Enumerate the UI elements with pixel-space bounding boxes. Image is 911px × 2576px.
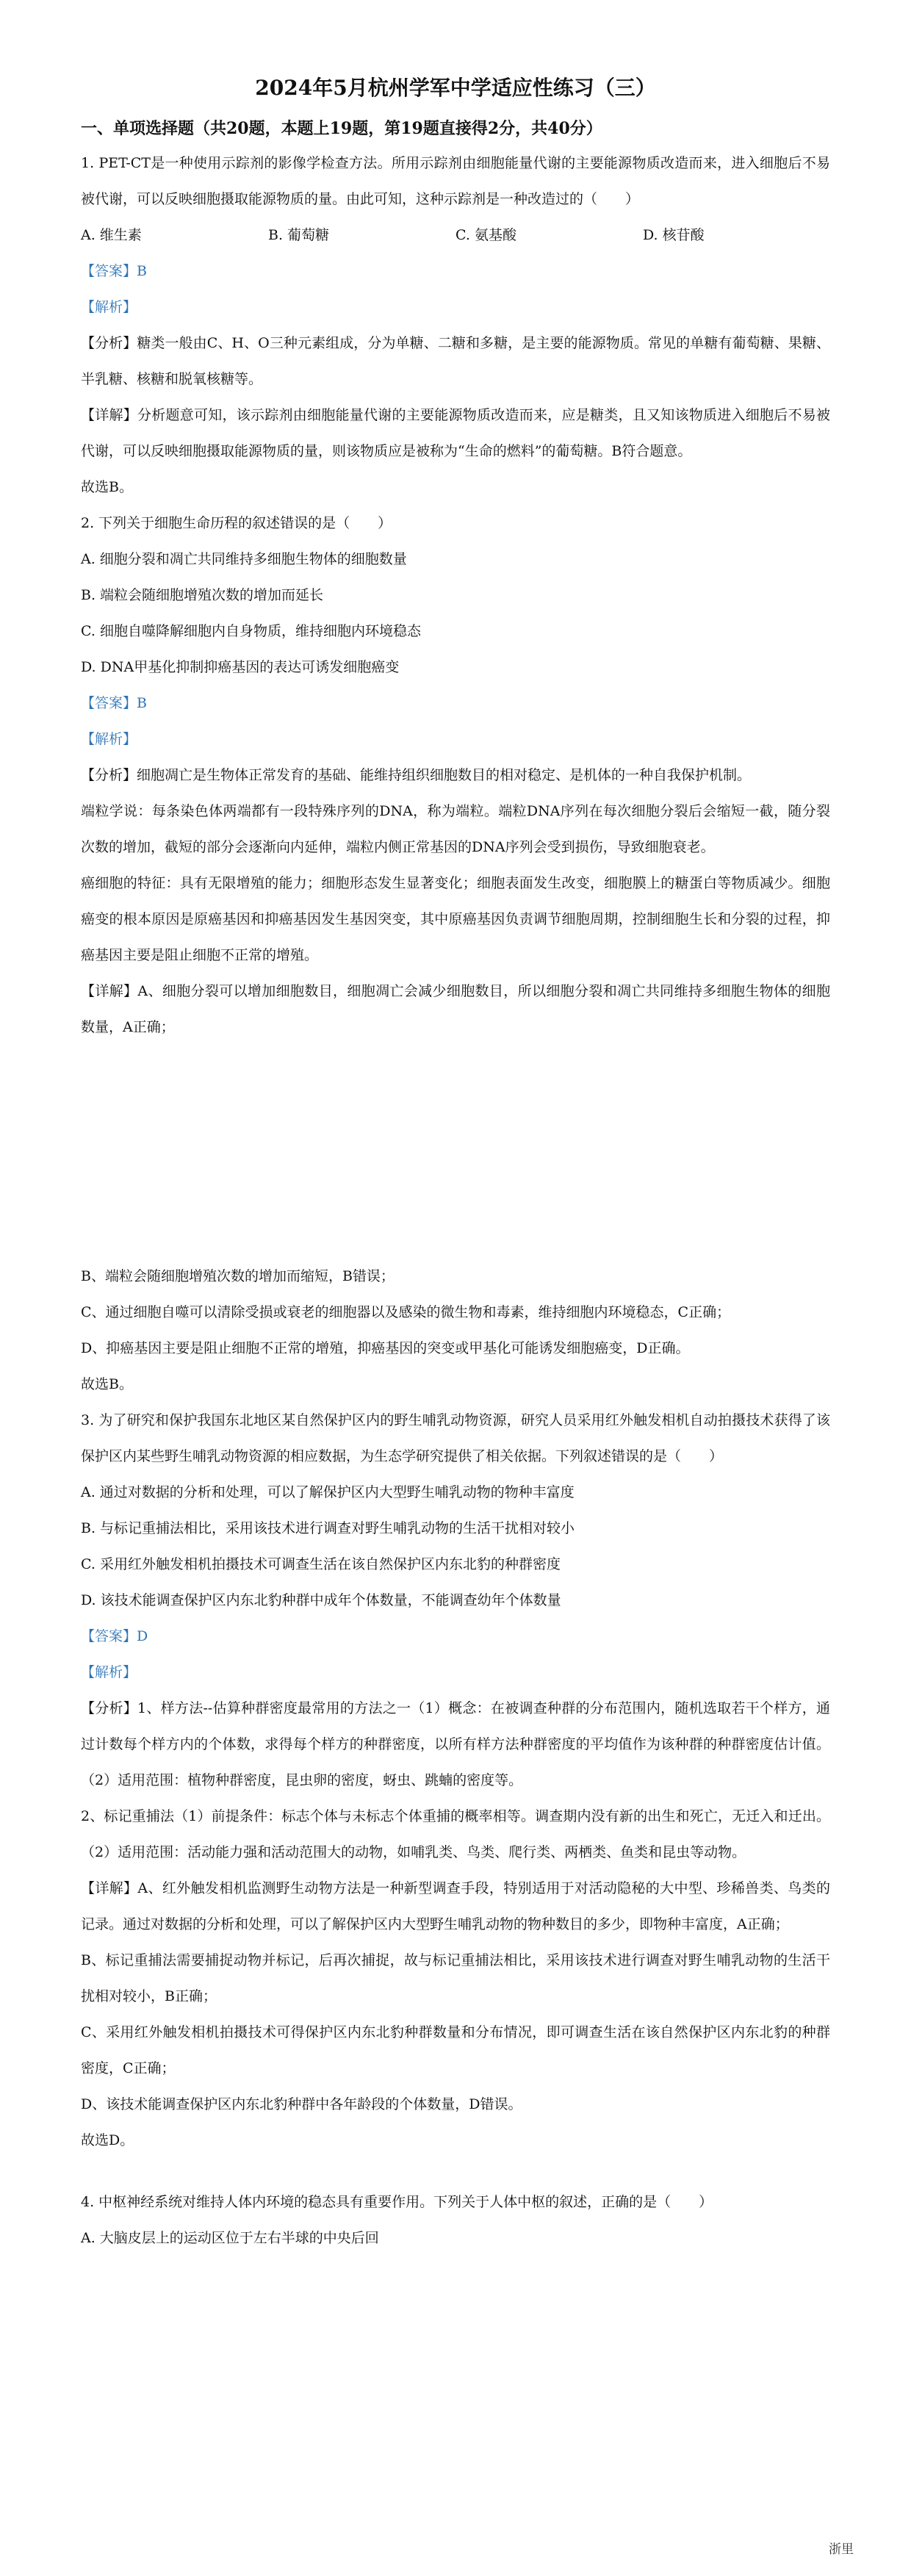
q4-stem: 4. 中枢神经系统对维持人体内环境的稳态具有重要作用。下列关于人体中枢的叙述，正确的是（ ）	[81, 2194, 713, 2210]
q3-conclusion: 故选D。	[81, 2132, 134, 2148]
q3-detail-d: D、该技术能调查保护区内东北豹种群中各年龄段的个体数量，D错误。	[81, 2096, 522, 2112]
document-content	[81, 72, 830, 2256]
q2-detail-c: C、通过细胞自噬可以清除受损或衰老的细胞器以及感染的微生物和毒素，维持细胞内环境稳态，C正确；	[81, 1304, 731, 1320]
q1-conclusion: 故选B。	[81, 479, 133, 495]
q3-option-c: C. 采用红外触发相机拍摄技术可调查生活在该自然保护区内东北豹的种群密度	[81, 1556, 561, 1572]
page-title: 2024年5月杭州学军中学适应性练习（三）	[255, 76, 656, 100]
q3-detail-b: B、标记重捕法需要捕捉动物并标记，后再次捕捉，故与标记重捕法相比，采用该技术进行调查对野生哺乳动物的生活干扰相对较小，B正确；	[81, 1952, 830, 2004]
q1-option-b: B. 葡萄糖	[268, 227, 330, 243]
q3-option-d: D. 该技术能调查保护区内东北豹种群中成年个体数量，不能调查幼年个体数量	[81, 1592, 561, 1608]
q2-stem: 2. 下列关于细胞生命历程的叙述错误的是（ ）	[81, 515, 392, 531]
q3-detail-c: C、采用红外触发相机拍摄技术可得保护区内东北豹种群数量和分布情况，即可调查生活在该自然保护区内东北豹的种群密度，C正确；	[81, 2024, 830, 2076]
page-footer: 浙里	[829, 2542, 854, 2557]
q1-options	[81, 217, 830, 253]
q2-detail-d: D、抑癌基因主要是阻止细胞不正常的增殖，抑癌基因的突变或甲基化可能诱发细胞癌变，D正确。	[81, 1340, 690, 1356]
q3-option-b: B. 与标记重捕法相比，采用该技术进行调查对野生哺乳动物的生活干扰相对较小	[81, 1520, 575, 1536]
q3-option-a: A. 通过对数据的分析和处理，可以了解保护区内大型野生哺乳动物的物种丰富度	[81, 1484, 575, 1500]
q1-answer: 【答案】B	[81, 263, 147, 279]
q2-detail-b: B、端粒会随细胞增殖次数的增加而缩短，B错误；	[81, 1268, 395, 1284]
q1-stem: 1. PET-CT是一种使用示踪剂的影像学检查方法。所用示踪剂由细胞能量代谢的主要能源物质改造而来，进入细胞后不易被代谢，可以反映细胞摄取能源物质的量。由此可知，这种示踪剂是一种改造过的（ ）	[81, 155, 830, 207]
q2-option-a: A. 细胞分裂和凋亡共同维持多细胞生物体的细胞数量	[81, 551, 407, 567]
q1-analysis: 【分析】糖类一般由C、H、O三种元素组成，分为单糖、二糖和多糖，是主要的能源物质。常见的单糖有葡萄糖、果糖、半乳糖、核糖和脱氧核糖等。	[81, 335, 830, 387]
blank-gap	[81, 1046, 830, 1259]
q2-option-b: B. 端粒会随细胞增殖次数的增加而延长	[81, 587, 324, 603]
q2-analysis-label: 【解析】	[81, 731, 137, 747]
q4-option-a: A. 大脑皮层上的运动区位于左右半球的中央后回	[81, 2230, 379, 2246]
q3-answer: 【答案】D	[81, 1628, 148, 1644]
q1-detail: 【详解】分析题意可知，该示踪剂由细胞能量代谢的主要能源物质改造而来，应是糖类，且又知该物质进入细胞后不易被代谢，可以反映细胞摄取能源物质的量，则该物质应是被称为“生命的燃料”的葡萄糖。B符合题意。	[81, 407, 830, 459]
q2-detail-a: 【详解】A、细胞分裂可以增加细胞数目，细胞凋亡会减少细胞数目，所以细胞分裂和凋亡共同维持多细胞生物体的细胞数量，A正确；	[81, 983, 830, 1035]
q3-stem: 3. 为了研究和保护我国东北地区某自然保护区内的野生哺乳动物资源，研究人员采用红外触发相机自动拍摄技术获得了该保护区内某些野生哺乳动物资源的相应数据，为生态学研究提供了相关依据。下列叙述错误的是（ ）	[81, 1412, 830, 1464]
q1-option-d: D. 核苷酸	[643, 227, 705, 243]
q2-cancer-features: 癌细胞的特征：具有无限增殖的能力；细胞形态发生显著变化；细胞表面发生改变，细胞膜上的糖蛋白等物质减少。细胞癌变的根本原因是原癌基因和抑癌基因发生基因突变，其中原癌基因负责调节细胞周期，控制细胞生长和分裂的过程，抑癌基因主要是阻止细胞不正常的增殖。	[81, 875, 830, 963]
q2-option-c: C. 细胞自噬降解细胞内自身物质，维持细胞内环境稳态	[81, 623, 421, 639]
q1-option-a: A. 维生素	[81, 227, 142, 243]
q2-telomere-theory: 端粒学说：每条染色体两端都有一段特殊序列的DNA，称为端粒。端粒DNA序列在每次细胞分裂后会缩短一截，随分裂次数的增加，截短的部分会逐渐向内延伸，端粒内侧正常基因的DNA序列会受到损伤，导致细胞衰老。	[81, 803, 830, 855]
q3-detail-a: 【详解】A、红外触发相机监测野生动物方法是一种新型调查手段，特别适用于对活动隐秘的大中型、珍稀兽类、鸟类的记录。通过对数据的分析和处理，可以了解保护区内大型野生哺乳动物的物种数目的多少，即物种丰富度，A正确；	[81, 1880, 830, 1932]
q3-analysis-1: 【分析】1、样方法--估算种群密度最常用的方法之一（1）概念：在被调查种群的分布范围内，随机选取若干个样方，通过计数每个样方内的个体数，求得每个样方的种群密度，以所有样方法种群密度的平均值作为该种群的种群密度估计值。（2）适用范围：植物种群密度，昆虫卵的密度，蚜虫、跳蝻的密度等。	[81, 1700, 830, 1788]
q1-analysis-label: 【解析】	[81, 299, 137, 315]
q2-option-d: D. DNA甲基化抑制抑癌基因的表达可诱发细胞癌变	[81, 659, 400, 675]
q3-analysis-2: 2、标记重捕法（1）前提条件：标志个体与未标志个体重捕的概率相等。调查期内没有新的出生和死亡，无迁入和迁出。（2）适用范围：活动能力强和活动范围大的动物，如哺乳类、鸟类、爬行类、两栖类、鱼类和昆虫等动物。	[81, 1808, 830, 1860]
section-title: 一、单项选择题（共20题，本题上19题，第19题直接得2分，共40分）	[81, 119, 602, 138]
blank-gap-small	[81, 2159, 830, 2184]
q3-analysis-label: 【解析】	[81, 1664, 137, 1680]
q2-analysis: 【分析】细胞凋亡是生物体正常发育的基础、能维持组织细胞数目的相对稳定、是机体的一种自我保护机制。	[81, 767, 752, 783]
q1-option-c: C. 氨基酸	[455, 227, 516, 243]
q2-answer: 【答案】B	[81, 695, 147, 711]
q2-conclusion: 故选B。	[81, 1376, 133, 1392]
